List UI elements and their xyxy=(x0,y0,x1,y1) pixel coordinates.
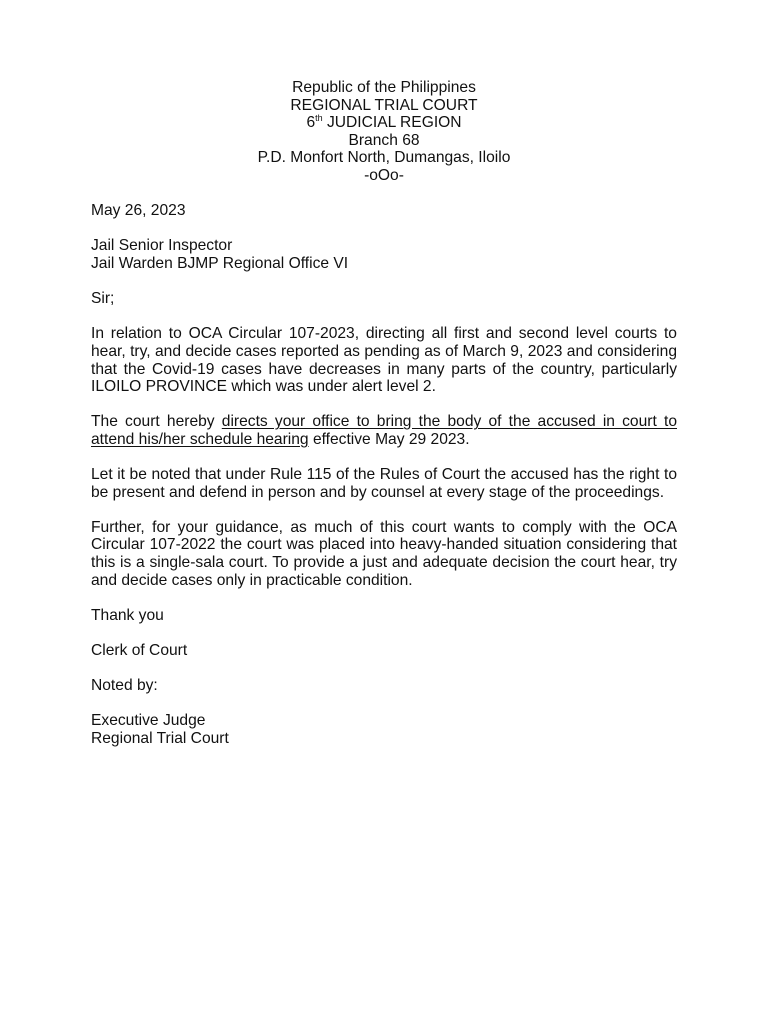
paragraph-oca-circular: In relation to OCA Circular 107-2023, directing all first and second level courts to hear, try, and decide cases reported as pending as of March 9, 2023 and considering that the Covid-19 cases have decreases in many parts of the country, particularly ILOILO PROVINCE which was under alert level 2. xyxy=(91,325,677,396)
signatory-block xyxy=(91,642,677,660)
salutation-block xyxy=(91,290,677,308)
directive-underlined: directs your office to bring the body of the accused in court to attend his/her schedule hearing xyxy=(91,413,677,448)
letter-date-block xyxy=(91,202,677,220)
signatory: Clerk of Court xyxy=(91,642,188,659)
letterhead-region xyxy=(91,114,677,132)
addressee-block xyxy=(91,237,677,272)
salutation: Sir; xyxy=(91,290,115,308)
letterhead-branch: Branch 68 xyxy=(348,131,420,149)
noted-by-block xyxy=(91,677,677,695)
letterhead-court-name: REGIONAL TRIAL COURT xyxy=(290,96,478,114)
closing: Thank you xyxy=(91,606,164,624)
paragraph-guidance: Further, for your guidance, as much of this court wants to comply with the OCA Circular 107-2022 the court was placed into heavy-handed situation considering that this is a single-sala court. To provide a just and adequate decision the court hear, try and decide cases only in practicable condition. xyxy=(91,518,677,589)
letterhead-address: P.D. Monfort North, Dumangas, Iloilo xyxy=(257,149,511,167)
noter-block xyxy=(91,712,677,747)
letterhead xyxy=(91,79,677,185)
letter-date: May 26, 2023 xyxy=(91,202,186,220)
paragraph-rule-115: Let it be noted that under Rule 115 of the Rules of Court the accused has the right to be present and defend in person and by counsel at every stage of the proceedings. xyxy=(91,466,677,501)
paragraph-directive xyxy=(91,413,677,448)
noter-court: Regional Trial Court xyxy=(91,729,229,747)
region-text: JUDICIAL REGION xyxy=(322,114,462,132)
region-suffix: th xyxy=(315,113,323,124)
noter-title: Executive Judge xyxy=(91,712,206,730)
letterhead-ornament: -oOo- xyxy=(364,166,404,184)
noted-by-label: Noted by: xyxy=(91,677,158,695)
letter-page xyxy=(91,79,677,748)
region-number: 6 xyxy=(306,114,316,132)
directive-intro: The court hereby xyxy=(91,413,222,431)
letterhead-republic: Republic of the Philippines xyxy=(292,79,476,96)
addressee-title: Jail Senior Inspector xyxy=(91,237,233,255)
closing-block xyxy=(91,607,677,625)
directive-effective: effective May 29 2023. xyxy=(308,430,470,448)
addressee-office: Jail Warden BJMP Regional Office VI xyxy=(91,254,349,272)
